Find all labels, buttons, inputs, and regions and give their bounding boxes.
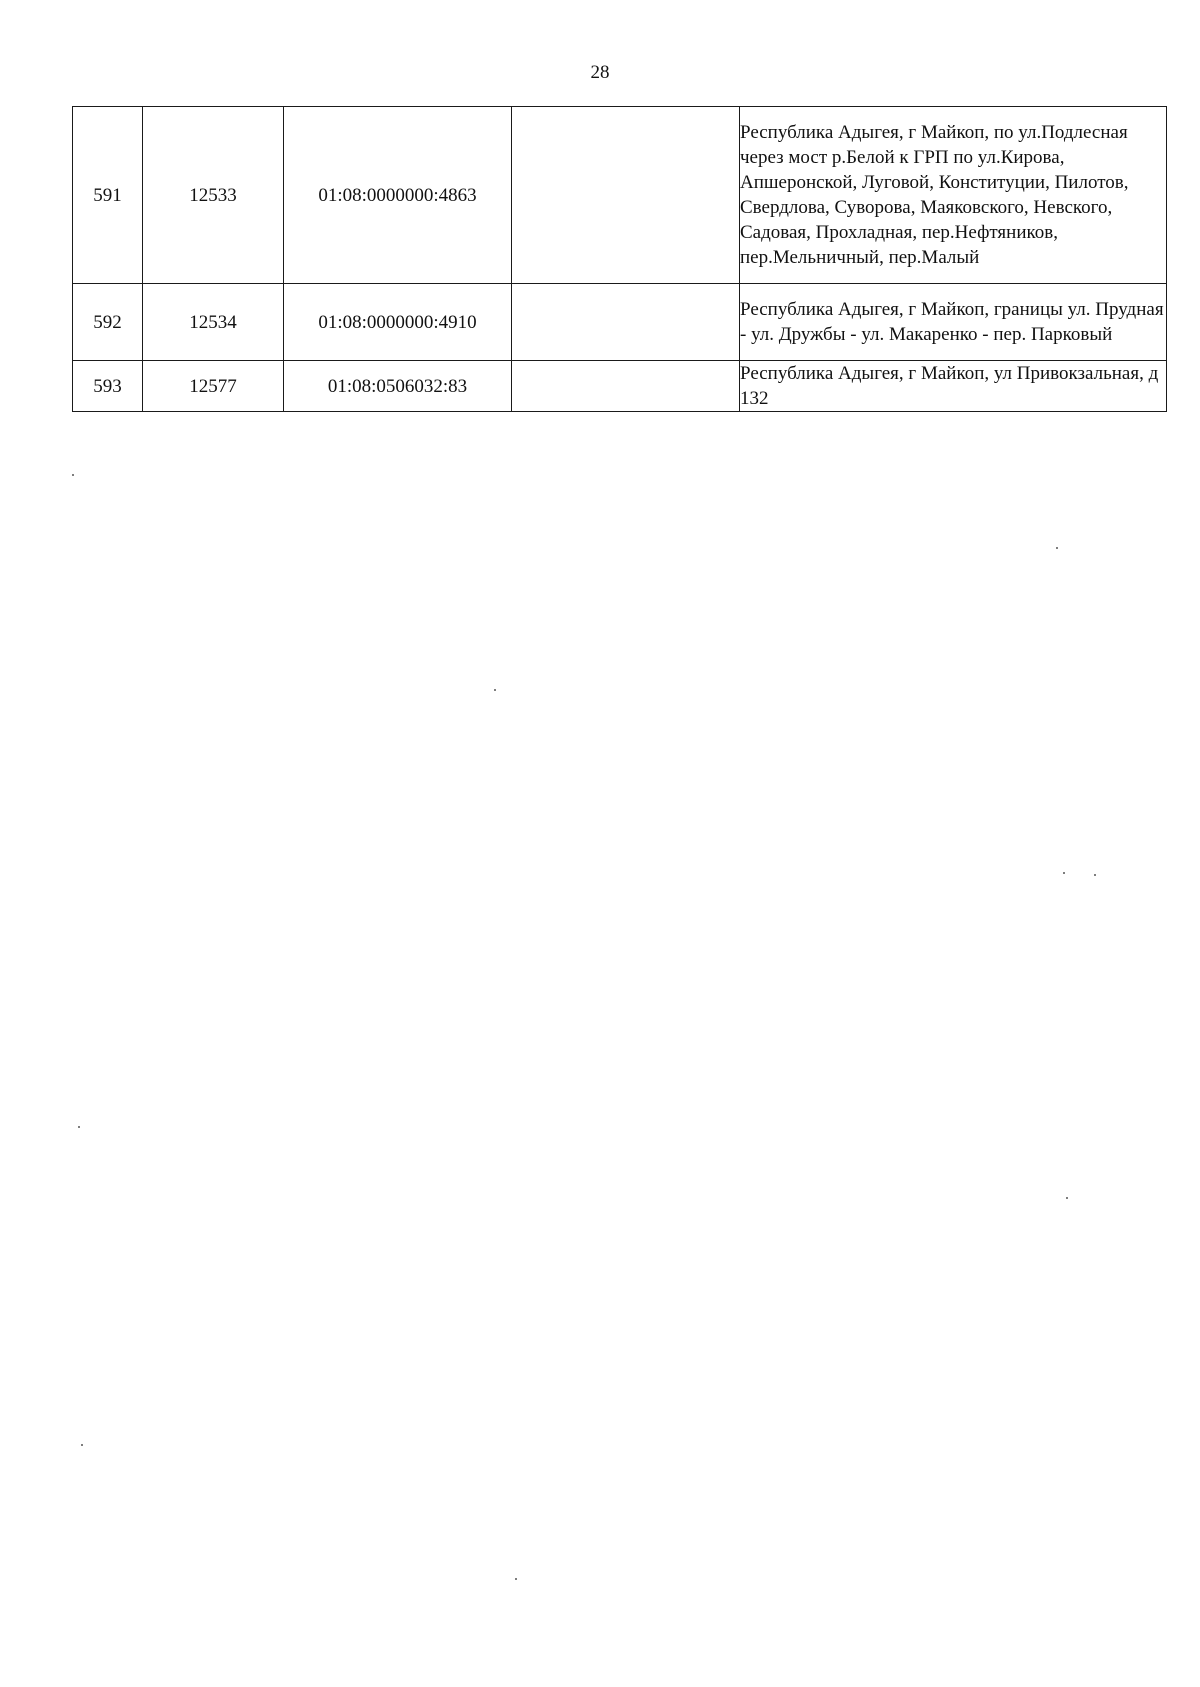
scan-speck bbox=[72, 474, 74, 476]
row-number-cell: 591 bbox=[73, 107, 143, 284]
table-row bbox=[73, 361, 1167, 412]
table-row bbox=[73, 284, 1167, 361]
table-row bbox=[73, 107, 1167, 284]
scan-speck bbox=[81, 1444, 83, 1446]
scan-speck bbox=[78, 1126, 80, 1128]
page-number: 28 bbox=[590, 62, 610, 83]
empty-cell bbox=[512, 284, 740, 361]
address-cell: Республика Адыгея, г Майкоп, ул Привокзальная, д 132 bbox=[740, 361, 1167, 412]
empty-cell bbox=[512, 361, 740, 412]
cadastral-number-cell: 01:08:0000000:4863 bbox=[284, 107, 512, 284]
address-cell: Республика Адыгея, г Майкоп, границы ул. Прудная - ул. Дружбы - ул. Макаренко - пер. Парковый bbox=[740, 284, 1167, 361]
scan-speck bbox=[1056, 547, 1058, 549]
record-id-cell: 12534 bbox=[143, 284, 284, 361]
record-id-cell: 12533 bbox=[143, 107, 284, 284]
cadastral-number-cell: 01:08:0506032:83 bbox=[284, 361, 512, 412]
scan-speck bbox=[1063, 872, 1065, 874]
scan-speck bbox=[494, 689, 496, 691]
scan-speck bbox=[1094, 874, 1096, 876]
empty-cell bbox=[512, 107, 740, 284]
record-id-cell: 12577 bbox=[143, 361, 284, 412]
registry-table bbox=[72, 106, 1167, 412]
cadastral-number-cell: 01:08:0000000:4910 bbox=[284, 284, 512, 361]
row-number-cell: 593 bbox=[73, 361, 143, 412]
scan-speck bbox=[515, 1578, 517, 1580]
row-number-cell: 592 bbox=[73, 284, 143, 361]
scan-speck bbox=[1066, 1197, 1068, 1199]
address-cell: Республика Адыгея, г Майкоп, по ул.Подлесная через мост р.Белой к ГРП по ул.Кирова, Апшеронской, Луговой, Конституции, Пилотов, Свердлова, Суворова, Маяковского, Невского, Садовая, Прохладная, пер.Нефтяников, пер.Мельничный, пер.Малый bbox=[740, 107, 1167, 284]
